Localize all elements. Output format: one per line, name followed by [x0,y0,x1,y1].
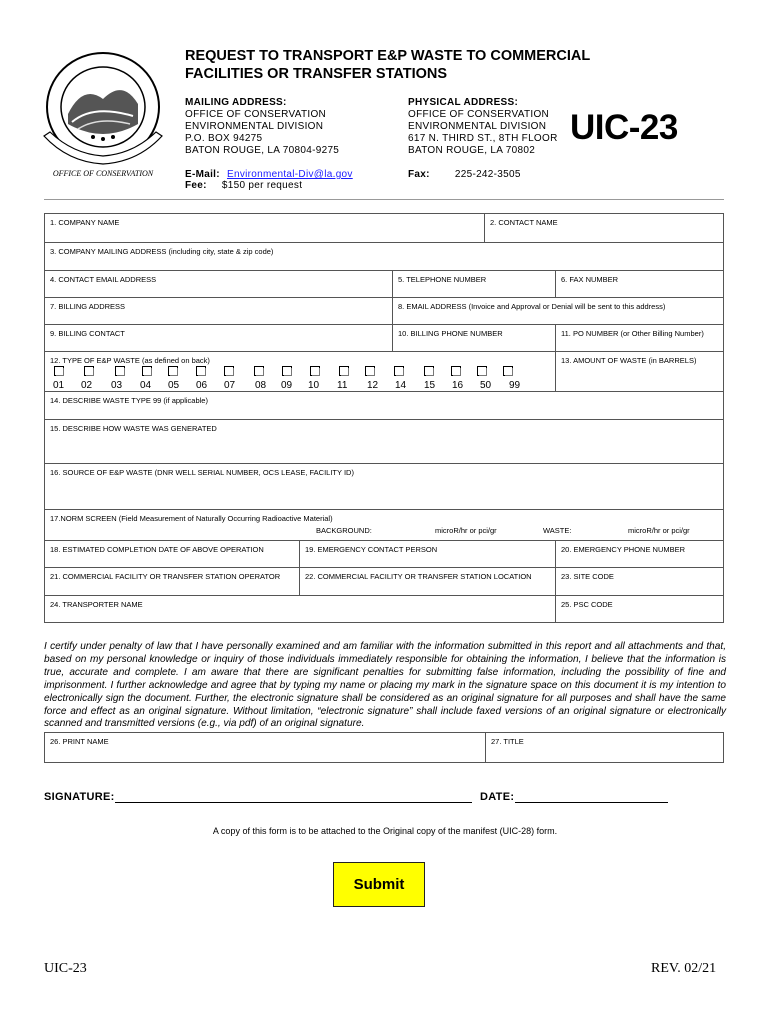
emergency-phone-field[interactable] [555,540,724,568]
print-name-field[interactable] [44,732,486,763]
physical-line: ENVIRONMENTAL DIVISION [408,121,547,132]
waste-type-checkbox-08[interactable] [254,366,264,376]
certification-text: I certify under penalty of law that I have personally examined and am familiar with the information submitted in this report and all attachments and that, based on my personal knowledge or inquiry of those individuals immediately responsible for obtaining the information, I believe that the information is true, accurate and complete. I am aware that there are significant penalties for submitting false information, including the possibility of fine and imprisonment. I further acknowledge and agree that by typing my name or placing my mark in the signature space on this document it is my intention to electronically sign the document. Further, the electronic signature shall be considered as an original signature for all purposes and shall have the same force and effect as an original signature. Without limitation, “electronic signature” shall include faxed versions of an original signature or electronically scanned and transmitted versions (e.g., via pdf) of an original signature. [44,641,726,730]
field-label: 3. COMPANY MAILING ADDRESS (including city, state & zip code) [50,247,274,256]
header-divider [44,199,724,200]
mailing-heading: MAILING ADDRESS: [185,97,287,108]
waste-type-code: 15 [424,380,436,391]
contact-email-field[interactable] [44,270,393,298]
norm-screen-field[interactable] [44,509,724,541]
date-line[interactable] [515,802,668,803]
waste-type-code: 08 [255,380,267,391]
waste-type-checkbox-01[interactable] [54,366,64,376]
waste-type-checkbox-99[interactable] [503,366,513,376]
field-label: 27. TITLE [491,737,524,746]
completion-date-field[interactable] [44,540,300,568]
field-label: 6. FAX NUMBER [561,275,619,284]
field-label: 23. SITE CODE [561,572,614,581]
signature-line[interactable] [115,802,472,803]
fax-label: Fax: [408,169,430,180]
physical-address [408,97,558,157]
waste-type-code: 09 [281,380,293,391]
waste-type-code: 05 [168,380,180,391]
waste-type-code: 14 [395,380,407,391]
field-label: 17.NORM SCREEN (Field Measurement of Naturally Occurring Radioactive Material) [50,514,333,523]
billing-email-field[interactable] [392,297,724,325]
mailing-line: ENVIRONMENTAL DIVISION [185,121,324,132]
waste-type-code: 12 [367,380,379,391]
billing-contact-field[interactable] [44,324,393,352]
field-label: 25. PSC CODE [561,600,613,609]
title-line-2: FACILITIES OR TRANSFER STATIONS [185,66,448,82]
physical-heading: PHYSICAL ADDRESS: [408,97,519,108]
field-label: 8. EMAIL ADDRESS (Invoice and Approval or Denial will be sent to this address) [398,302,666,311]
waste-type-checkbox-06[interactable] [196,366,206,376]
form-id: UIC-23 [570,108,678,147]
facility-operator-field[interactable] [44,567,300,596]
waste-units: microR/hr or pci/gr [628,526,690,535]
psc-code-field[interactable] [555,595,724,623]
mailing-line: BATON ROUGE, LA 70804-9275 [185,145,340,156]
waste-type-code: 50 [480,380,492,391]
physical-line: BATON ROUGE, LA 70802 [408,145,536,156]
date-label: DATE: [480,791,515,803]
conservation-seal-logo [38,44,168,184]
waste-type-checkbox-50[interactable] [477,366,487,376]
email-label: E-Mail: [185,169,220,180]
facility-location-field[interactable] [299,567,556,596]
fax-number-field[interactable] [555,270,724,298]
waste-type-code: 06 [196,380,208,391]
fax-row [408,169,521,181]
title-field[interactable] [485,732,724,763]
waste-type-code: 03 [111,380,123,391]
form-title [185,47,590,83]
field-label: 22. COMMERCIAL FACILITY OR TRANSFER STATION LOCATION [305,572,532,581]
waste-type-checkbox-04[interactable] [142,366,152,376]
waste-type-checkbox-16[interactable] [451,366,461,376]
fee-label: Fee: [185,180,207,191]
waste-type-code: 10 [308,380,320,391]
waste-type-checkbox-15[interactable] [424,366,434,376]
field-label: 18. ESTIMATED COMPLETION DATE OF ABOVE OPERATION [50,545,264,554]
contact-name-field[interactable] [484,213,724,243]
waste-type-checkbox-10[interactable] [310,366,320,376]
billing-phone-field[interactable] [392,324,556,352]
svg-text:OFFICE OF CONSERVATION: OFFICE OF CONSERVATION [52,169,154,178]
physical-line: 617 N. THIRD ST., 8TH FLOOR [408,133,558,144]
waste-type-checkbox-09[interactable] [282,366,292,376]
po-number-field[interactable] [555,324,724,352]
field-label: 24. TRANSPORTER NAME [50,600,143,609]
waste-type-code: 11 [337,380,348,391]
waste-type-code: 04 [140,380,152,391]
fax-value: 225-242-3505 [454,169,521,180]
billing-address-field[interactable] [44,297,393,325]
field-label: 1. COMPANY NAME [50,218,120,227]
waste-type-checkboxes [44,363,556,393]
mailing-address [185,97,339,157]
waste-type-checkbox-14[interactable] [394,366,404,376]
signature-label: SIGNATURE: [44,791,115,803]
amount-of-waste-field[interactable] [555,351,724,392]
waste-source-field[interactable] [44,463,724,510]
field-label: 20. EMERGENCY PHONE NUMBER [561,545,686,554]
manifest-note: A copy of this form is to be attached to the Original copy of the manifest (UIC-28) form. [212,826,558,836]
waste-type-checkbox-07[interactable] [224,366,234,376]
waste-type-checkbox-02[interactable] [84,366,94,376]
waste-type-checkbox-05[interactable] [168,366,178,376]
background-label: BACKGROUND: [316,526,372,535]
field-label: 9. BILLING CONTACT [50,329,125,338]
field-label: 4. CONTACT EMAIL ADDRESS [50,275,157,284]
transporter-name-field[interactable] [44,595,556,623]
waste-type-code: 07 [224,380,236,391]
waste-type-code: 16 [452,380,464,391]
waste-type-code: 99 [509,380,521,391]
field-label: 7. BILLING ADDRESS [50,302,126,311]
field-label: 19. EMERGENCY CONTACT PERSON [305,545,438,554]
site-code-field[interactable] [555,567,724,596]
field-label: 5. TELEPHONE NUMBER [398,275,487,284]
field-label: 16. SOURCE OF E&P WASTE (DNR WELL SERIAL NUMBER, OCS LEASE, FACILITY ID) [50,468,354,477]
field-label: 21. COMMERCIAL FACILITY OR TRANSFER STATION OPERATOR [50,572,281,581]
waste-type-checkbox-03[interactable] [115,366,125,376]
field-label: 12. TYPE OF E&P WASTE (as defined on back) [50,356,210,365]
mailing-line: OFFICE OF CONSERVATION [185,109,327,120]
submit-button[interactable]: Submit [333,862,425,907]
waste-label: WASTE: [543,526,572,535]
background-units: microR/hr or pci/gr [435,526,497,535]
emergency-contact-field[interactable] [299,540,556,568]
waste-generation-field[interactable] [44,419,724,464]
waste-type-checkbox-12[interactable] [365,366,375,376]
fee-row [185,180,302,192]
field-label: 15. DESCRIBE HOW WASTE WAS GENERATED [50,424,217,433]
fee-value: $150 per request [221,180,303,191]
physical-line: OFFICE OF CONSERVATION [408,109,550,120]
company-name-field[interactable] [44,213,485,243]
field-label: 13. AMOUNT OF WASTE (in BARRELS) [561,356,697,365]
email-link[interactable]: Environmental-Div@la.gov [226,169,353,180]
mailing-line: P.O. BOX 94275 [185,133,263,144]
field-label: 26. PRINT NAME [50,737,109,746]
title-line-1: REQUEST TO TRANSPORT E&P WASTE TO COMMERCIAL [185,48,591,64]
telephone-field[interactable] [392,270,556,298]
footer-revision: REV. 02/21 [651,961,717,976]
field-label: 2. CONTACT NAME [490,218,558,227]
footer-form-id: UIC-23 [44,961,87,976]
field-label: 10. BILLING PHONE NUMBER [398,329,503,338]
waste-type-code: 01 [53,380,65,391]
field-label: 11. PO NUMBER (or Other Billing Number) [561,329,704,338]
waste-type-checkbox-11[interactable] [339,366,349,376]
waste-type-code: 02 [81,380,93,391]
field-label: 14. DESCRIBE WASTE TYPE 99 (if applicable) [50,396,208,405]
company-mailing-address-field[interactable] [44,242,724,271]
waste-type-99-field[interactable] [44,391,724,420]
